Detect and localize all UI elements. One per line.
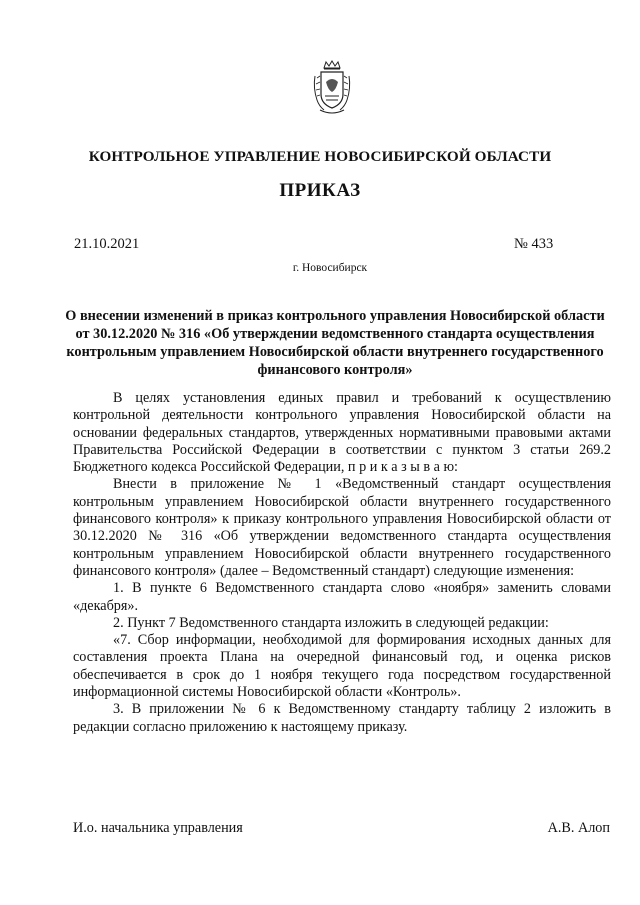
order-city: г. Новосибирск [292,262,368,274]
order-subject: О внесении изменений в приказ контрольного управления Новосибирской области от 30.12.2020 № 316 «Об утверждении ведомственного стандарта осуществления контрольным управлением Новосибирской области внутреннего государственного финансового контроля» [65,308,605,378]
paragraph-item-2-text: «7. Сбор информации, необходимой для формирования исходных данных для составления проекта Плана на очередной финансовый год, и оценка рисков обеспечивается в срок до 1 ноября текущего года посредством государственной информационной системы Новосибирской области «Контроль». [73,632,611,701]
signatory-name: А.В. Алоп [547,820,610,836]
signatory-role: И.о. начальника управления [73,820,243,836]
order-body [73,390,611,736]
coat-of-arms-icon [312,60,352,116]
paragraph-item-1: 1. В пункте 6 Ведомственного стандарта слово «ноября» заменить словами «декабря». [73,580,611,614]
paragraph-preamble: В целях установления единых правил и требований к осуществлению контрольной деятельности контрольного управления Новосибирской области на основании федеральных стандартов, утвержденных нормативными правовыми актами Правительства Российской Федерации в соответствии с пунктом 3 статьи 269.2 Бюджетного кодекса Российской Федерации, п р и к а з ы в а ю: [73,390,611,476]
organization-name: КОНТРОЛЬНОЕ УПРАВЛЕНИЕ НОВОСИБИРСКОЙ ОБЛАСТИ [88,148,552,165]
order-date: 21.10.2021 [74,236,140,252]
document-type: ПРИКАЗ [279,180,361,201]
order-number: № 433 [514,236,554,252]
paragraph-item-2: 2. Пункт 7 Ведомственного стандарта изложить в следующей редакции: [113,614,549,631]
paragraph-item-3: 3. В приложении № 6 к Ведомственному стандарту таблицу 2 изложить в редакции согласно приложению к настоящему приказу. [73,701,611,735]
paragraph-amend: Внести в приложение № 1 «Ведомственный стандарт осуществления контрольным управлением Новосибирской области внутреннего государственного финансового контроля» к приказу контрольного управления Новосибирской области от 30.12.2020 № 316 «Об утверждении ведомственного стандарта осуществления контрольным управлением Новосибирской области внутреннего государственного финансового контроля» (далее – Ведомственный стандарт) следующие изменения: [73,476,611,579]
